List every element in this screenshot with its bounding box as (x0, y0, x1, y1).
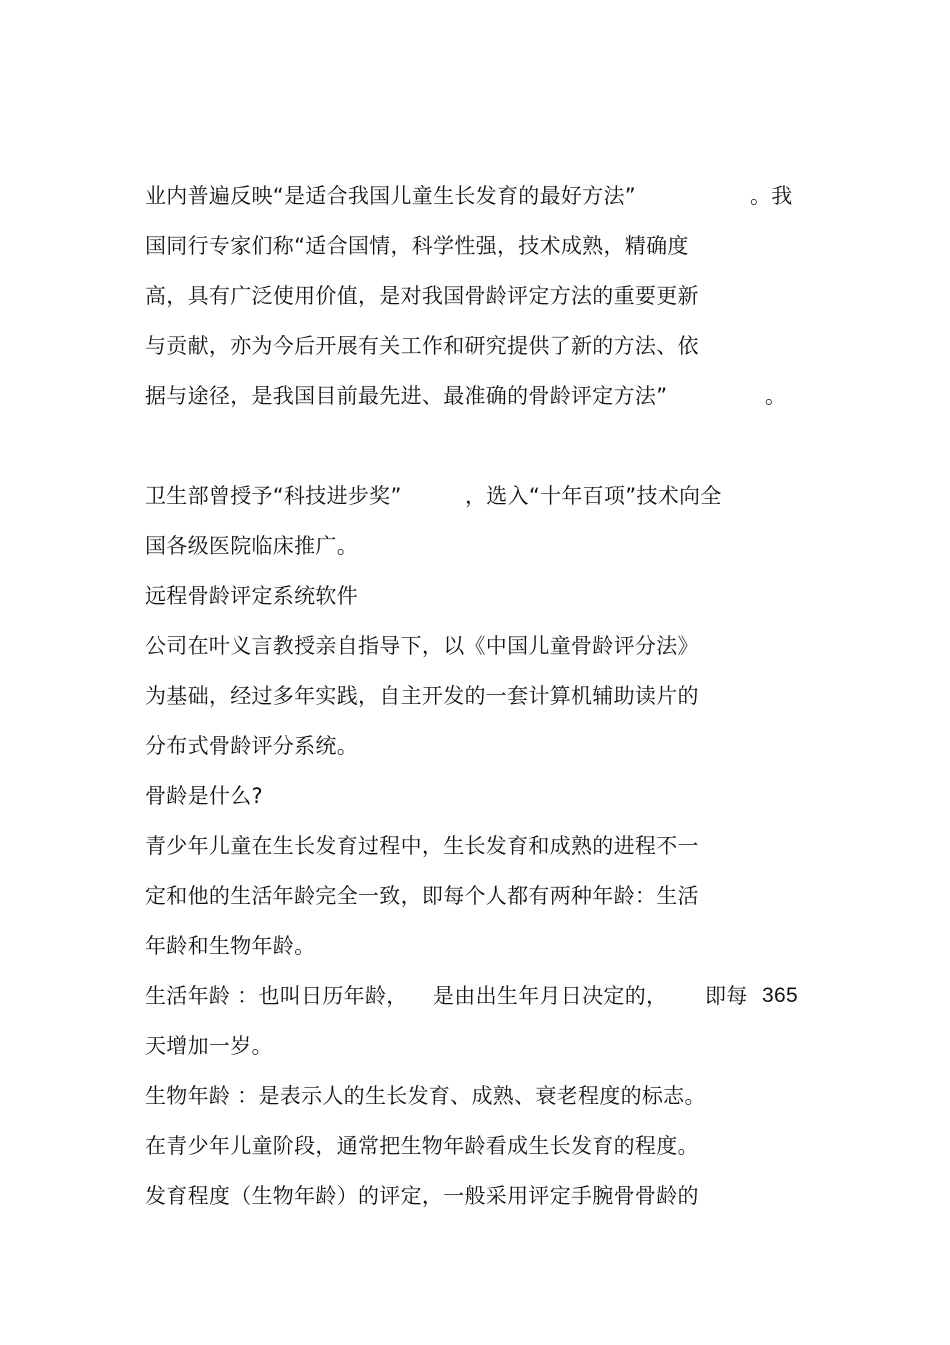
paragraph-6-line-1: 生物年龄 ：是表示人的生长发育、成熟、衰老程度的标志。 (145, 1084, 706, 1108)
paragraph-5-line-1 (145, 982, 845, 1010)
paragraph-2-line-1 (145, 482, 722, 510)
paragraph-1-line-5 (145, 382, 787, 410)
paragraph-5-seg-4: 365 (762, 984, 798, 1007)
paragraph-2-line-1-end: ，选入“十年百项”技术向全 (465, 484, 722, 508)
paragraph-4-line-1: 青少年儿童在生长发育过程中，生长发育和成熟的进程不一 (145, 834, 699, 858)
heading-question: 骨龄是什么? (145, 784, 263, 808)
paragraph-2-line-1-text: 卫生部曾授予“科技进步奖” (145, 484, 402, 508)
paragraph-6-line-2: 在青少年儿童阶段，通常把生物年龄看成生长发育的程度。 (145, 1134, 699, 1158)
paragraph-3-line-2: 为基础，经过多年实践，自主开发的一套计算机辅助读片的 (145, 684, 699, 708)
paragraph-5-seg-1: 生活年龄 ：也叫日历年龄， (145, 984, 408, 1008)
paragraph-1-line-4: 与贡献，亦为今后开展有关工作和研究提供了新的方法、依 (145, 334, 699, 358)
paragraph-1-line-2: 国同行专家们称“适合国情，科学性强，技术成熟，精确度 (145, 234, 689, 258)
paragraph-6-line-3: 发育程度（生物年龄）的评定，一般采用评定手腕骨骨龄的 (145, 1184, 699, 1208)
paragraph-4-line-2: 定和他的生活年龄完全一致，即每个人都有两种年龄：生活 (145, 884, 699, 908)
paragraph-1-line-5-end: 。 (765, 384, 787, 408)
paragraph-3-line-3: 分布式骨龄评分系统。 (145, 734, 358, 758)
paragraph-1-line-3: 高，具有广泛使用价值，是对我国骨龄评定方法的重要更新 (145, 284, 699, 308)
paragraph-5-seg-3: 即每 (705, 984, 748, 1008)
paragraph-1-line-1-text: 业内普遍反映“是适合我国儿童生长发育的最好方法” (145, 184, 636, 208)
paragraph-1-line-1 (145, 182, 793, 210)
paragraph-1-line-1-end: 。我 (750, 184, 793, 208)
paragraph-5-line-2: 天增加一岁。 (145, 1034, 273, 1058)
paragraph-1-line-5-text: 据与途径，是我国目前最先进、最准确的骨龄评定方法” (145, 384, 668, 408)
paragraph-5-seg-2: 是由出生年月日决定的， (433, 984, 668, 1008)
paragraph-3-line-1: 公司在叶义言教授亲自指导下，以《中国儿童骨龄评分法》 (145, 634, 699, 658)
heading-software: 远程骨龄评定系统软件 (145, 584, 358, 608)
paragraph-2-line-2: 国各级医院临床推广。 (145, 534, 358, 558)
paragraph-4-line-3: 年龄和生物年龄。 (145, 934, 316, 958)
